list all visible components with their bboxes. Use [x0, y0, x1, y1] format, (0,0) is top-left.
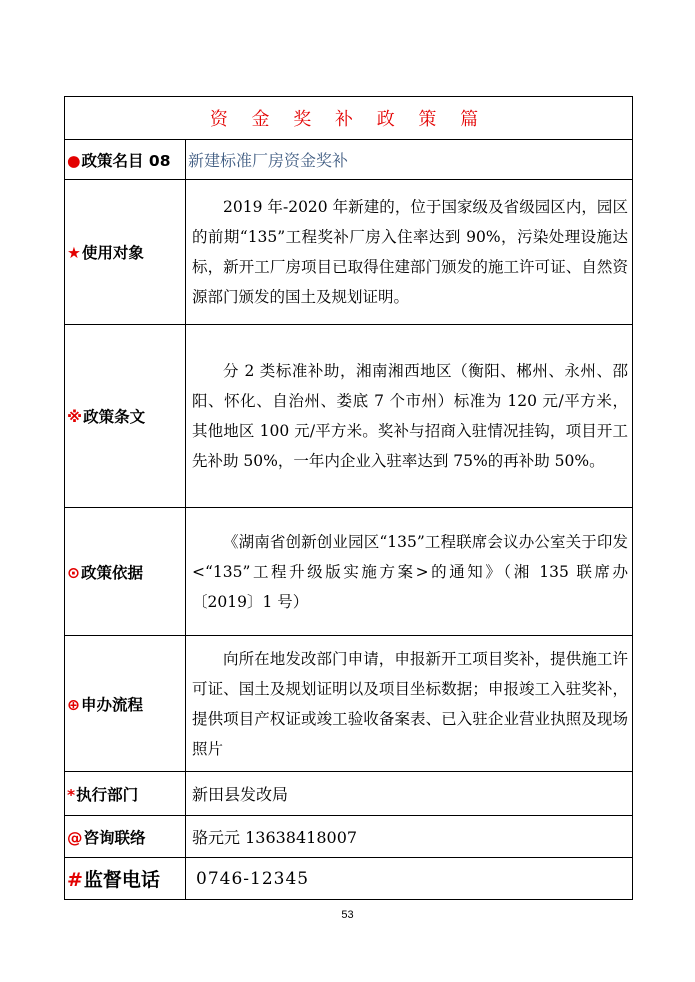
bullet-icon: ●: [67, 151, 81, 170]
policy-name-row: [65, 140, 633, 180]
department-label-text: 执行部门: [76, 785, 139, 804]
title-row: [65, 97, 633, 140]
basis-text: 《湖南省创新创业园区“135”工程联席会议办公室关于印发<“135”工程升级版实施方案>的通知》（湘 135 联席办〔2019〕1 号）: [192, 532, 628, 611]
terms-label-text: 政策条文: [83, 408, 146, 426]
supervision-value: 0746-12345: [186, 858, 633, 900]
department-value: 新田县发改局: [186, 772, 633, 816]
department-row: [65, 772, 633, 816]
process-label-text: 申办流程: [81, 695, 144, 714]
at-sign-icon: @: [67, 828, 83, 847]
contact-label: [65, 816, 186, 858]
circled-dot-icon: ⊙: [67, 563, 80, 582]
terms-label: [65, 325, 186, 508]
target-text: 2019 年-2020 年新建的，位于国家级及省级园区内，园区的前期“135”工程奖补厂房入住率达到 90%，污染处理设施达标，新开工厂房项目已取得住建部门颁发的施工许可证、自然资源部门颁发的国土及规划证明。: [192, 198, 628, 306]
policy-name-label-text: 政策名目 08: [81, 151, 171, 170]
asterisk-icon: *: [67, 785, 76, 804]
supervision-row: [65, 858, 633, 900]
contact-value: 骆元元 13638418007: [186, 816, 633, 858]
terms-text: 分 2 类标准补助，湘南湘西地区（衡阳、郴州、永州、邵阳、怀化、自治州、娄底 7 个市州）标准为 120 元/平方米，其他地区 100 元/平方米。奖补与招商入驻情况挂钩，项目开工先补助 50%，一年内企业入驻率达到 75%的再补助 50%。: [192, 362, 628, 470]
process-label: [65, 636, 186, 772]
page-title: 资 金 奖 补 政 策 篇: [65, 97, 633, 140]
hash-icon: #: [67, 869, 83, 891]
process-text: 向所在地发改部门申请，申报新开工项目奖补，提供施工许可证、国土及规划证明以及项目坐标数据；申报竣工入驻奖补，提供项目产权证或竣工验收备案表、已入驻企业营业执照及现场照片: [192, 649, 628, 758]
process-content: [186, 636, 633, 772]
supervision-label: [65, 858, 186, 900]
target-row: [65, 180, 633, 325]
process-row: [65, 636, 633, 772]
basis-content: [186, 508, 633, 636]
page-number: 53: [341, 909, 354, 921]
star-icon: ★: [67, 244, 81, 262]
basis-label: [65, 508, 186, 636]
contact-row: [65, 816, 633, 858]
terms-row: [65, 325, 633, 508]
target-content: [186, 180, 633, 325]
basis-label-text: 政策依据: [81, 563, 144, 582]
target-label: [65, 180, 186, 325]
contact-label-text: 咨询联络: [83, 828, 146, 847]
reference-mark-icon: ※: [67, 408, 83, 426]
circled-plus-icon: ⊕: [67, 695, 80, 714]
policy-name-label: [65, 140, 186, 180]
policy-name-value: 新建标准厂房资金奖补: [186, 140, 633, 180]
basis-row: [65, 508, 633, 636]
supervision-label-text: 监督电话: [83, 869, 160, 891]
department-label: [65, 772, 186, 816]
terms-content: [186, 325, 633, 508]
policy-table: [64, 96, 633, 900]
target-label-text: 使用对象: [81, 244, 144, 262]
